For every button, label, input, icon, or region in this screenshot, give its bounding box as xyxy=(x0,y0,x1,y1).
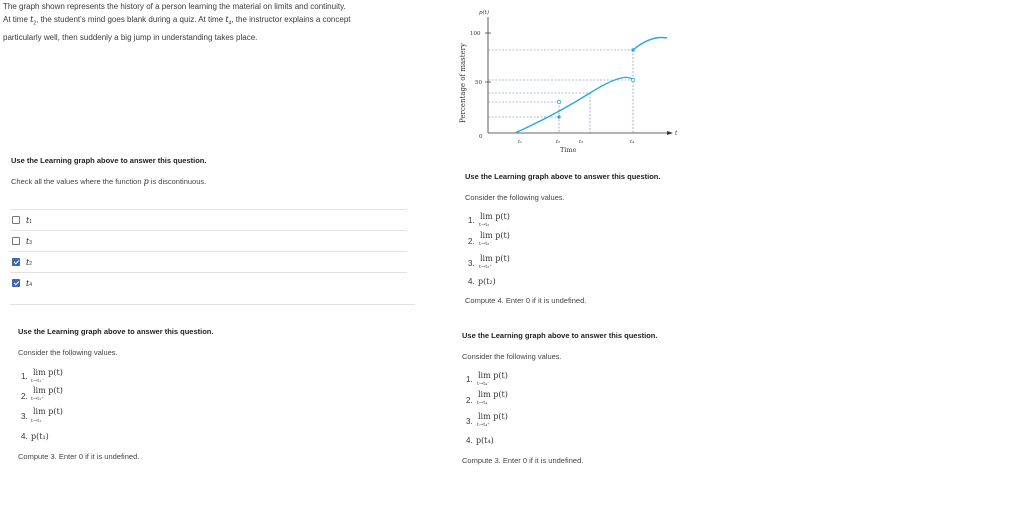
q4-title: Use the Learning graph above to answer this question. xyxy=(462,331,658,340)
q1-option-t1[interactable]: t 1 xyxy=(12,215,32,225)
q1-option-t4[interactable]: t 4 xyxy=(12,278,32,288)
q1-checkbox-t2[interactable] xyxy=(12,258,20,266)
intro-line-3: particularly well, then suddenly a big jump in understanding takes place. xyxy=(3,32,258,42)
x-axis-arrow xyxy=(667,131,673,135)
q4-consider: Consider the following values. xyxy=(462,352,562,361)
x-tick-label-t2: t₂ xyxy=(556,139,561,145)
guide-lines xyxy=(488,50,633,133)
q2-title: Use the Learning graph above to answer this question. xyxy=(18,327,214,336)
open-point-t4 xyxy=(631,78,634,81)
q4-compute: Compute 3. Enter 0 if it is undefined. xyxy=(462,456,584,465)
q1-prompt: Check all the values where the function p is discontinuous. xyxy=(11,177,207,186)
q1-option-t3[interactable]: t 3 xyxy=(12,236,32,246)
x-axis-title: Time xyxy=(560,146,577,154)
q1-divider-2 xyxy=(10,251,407,252)
learning-graph xyxy=(455,5,685,155)
y-tick-label-100: 100 xyxy=(470,31,481,37)
y-axis-label: Percentage of mastery xyxy=(459,43,467,123)
y-tick-label-0: 0 xyxy=(479,134,483,140)
q1-title: Use the Learning graph above to answer this question. xyxy=(11,156,207,165)
q1-divider-1 xyxy=(10,230,407,231)
filled-point-t2 xyxy=(557,115,560,118)
p-axis-label: p(t) xyxy=(479,10,490,16)
q1-divider-3 xyxy=(10,272,407,273)
q1-checkbox-t1[interactable] xyxy=(12,216,20,224)
q3-title: Use the Learning graph above to answer this question. xyxy=(465,172,661,181)
intro-text xyxy=(3,0,423,44)
mastery-curve-upper xyxy=(633,38,667,51)
q3-consider: Consider the following values. xyxy=(465,193,565,202)
q2-compute: Compute 3. Enter 0 if it is undefined. xyxy=(18,452,140,461)
y-tick-label-50: 50 xyxy=(475,80,482,86)
open-point-t2 xyxy=(557,100,560,103)
q1-checkbox-t4[interactable] xyxy=(12,279,20,287)
intro-line-2: At time $t_2$, the student's mind goes blank during a quiz. At time $t_4$, the instructor explains a concept xyxy=(3,15,351,27)
x-tick-label-t4: t₄ xyxy=(630,139,635,145)
x-tick-label-t1: t₁ xyxy=(518,139,523,145)
q1-divider-0 xyxy=(10,209,407,210)
x-tick-label-t3: t₃ xyxy=(579,139,584,145)
q3-compute: Compute 4. Enter 0 if it is undefined. xyxy=(465,296,587,305)
q1-option-t2[interactable]: t 2 xyxy=(12,257,32,267)
mastery-curve-lower xyxy=(515,77,633,133)
q2-consider: Consider the following values. xyxy=(18,348,118,357)
q1-checkbox-t3[interactable] xyxy=(12,237,20,245)
t-axis-label: t xyxy=(675,130,678,137)
intro-line-1: The graph shown represents the history of a person learning the material on limits and continuity. xyxy=(3,2,346,11)
q1-divider-4 xyxy=(10,304,415,305)
filled-point-t4 xyxy=(631,48,634,51)
